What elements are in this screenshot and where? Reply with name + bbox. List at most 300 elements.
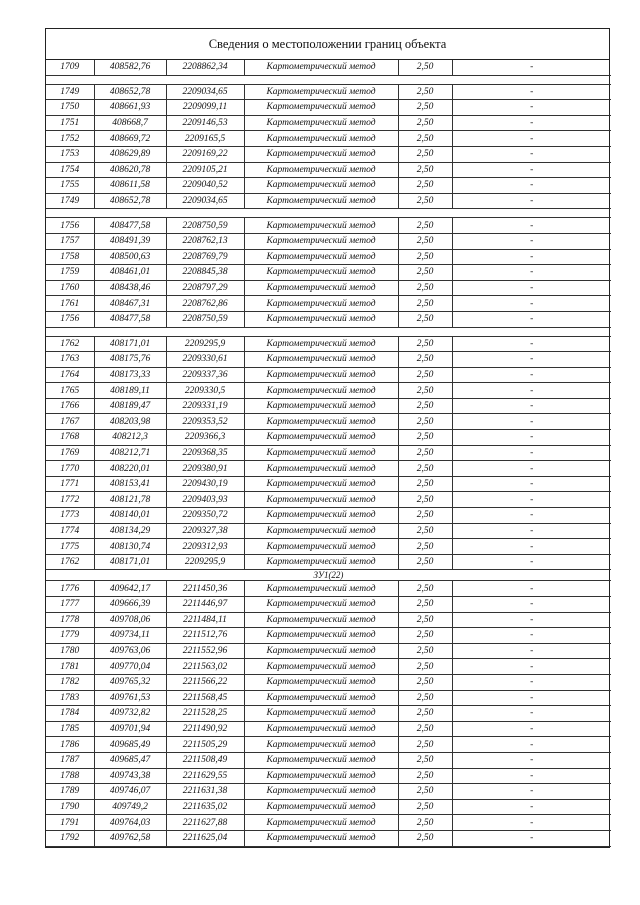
coordinate-x-cell: 409701,94 [94,721,166,737]
accuracy-cell: 2,50 [398,830,452,846]
point-number-cell: 1784 [46,706,94,722]
coordinate-y-cell: 2211552,96 [166,643,244,659]
table-row [46,643,611,659]
coordinate-y-cell: 2209350,72 [166,508,244,524]
coordinate-y-cell: 2209312,93 [166,539,244,555]
method-cell: Картометрический метод [244,383,398,399]
point-number-cell: 1766 [46,398,94,414]
coordinate-y-cell: 2208845,38 [166,265,244,281]
note-cell: - [452,398,611,414]
coordinate-y-cell: 2209327,38 [166,523,244,539]
note-cell: - [452,752,611,768]
note-cell: - [452,218,611,234]
table-row [46,383,611,399]
accuracy-cell: 2,50 [398,265,452,281]
note-cell: - [452,84,611,100]
accuracy-cell: 2,50 [398,476,452,492]
note-cell: - [452,336,611,352]
accuracy-cell: 2,50 [398,146,452,162]
accuracy-cell: 2,50 [398,336,452,352]
coordinate-x-cell: 408140,01 [94,508,166,524]
note-cell: - [452,690,611,706]
method-cell: Картометрический метод [244,508,398,524]
note-cell: - [452,265,611,281]
coordinate-x-cell: 408189,47 [94,398,166,414]
coordinate-y-cell: 2209165,5 [166,131,244,147]
coordinate-x-cell: 409734,11 [94,628,166,644]
method-cell: Картометрический метод [244,414,398,430]
coordinate-x-cell: 408477,58 [94,311,166,327]
coordinate-y-cell: 2209380,91 [166,461,244,477]
table-row [46,523,611,539]
point-number-cell: 1763 [46,352,94,368]
coordinate-y-cell: 2208762,13 [166,233,244,249]
point-number-cell: 1709 [46,60,94,75]
coordinate-y-cell: 2209403,93 [166,492,244,508]
method-cell: Картометрический метод [244,799,398,815]
accuracy-cell: 2,50 [398,218,452,234]
coordinate-y-cell: 2209034,65 [166,84,244,100]
point-number-cell: 1774 [46,523,94,539]
note-cell: - [452,249,611,265]
note-cell: - [452,445,611,461]
separator-cell [46,75,611,84]
separator-row [46,75,611,84]
note-cell: - [452,461,611,477]
separator-row [46,327,611,336]
table-row [46,461,611,477]
coordinate-x-cell: 408153,41 [94,476,166,492]
accuracy-cell: 2,50 [398,60,452,75]
method-cell: Картометрический метод [244,193,398,209]
note-cell: - [452,737,611,753]
method-cell: Картометрический метод [244,674,398,690]
coordinate-y-cell: 2209331,19 [166,398,244,414]
method-cell: Картометрический метод [244,265,398,281]
point-number-cell: 1749 [46,193,94,209]
method-cell: Картометрический метод [244,115,398,131]
table-row [46,367,611,383]
table-row [46,296,611,312]
note-cell: - [452,612,611,628]
coordinate-x-cell: 409762,58 [94,830,166,846]
table-row [46,721,611,737]
coordinate-x-cell: 409732,82 [94,706,166,722]
point-number-cell: 1767 [46,414,94,430]
group-header-row [46,570,611,581]
point-number-cell: 1760 [46,280,94,296]
accuracy-cell: 2,50 [398,461,452,477]
point-number-cell: 1768 [46,430,94,446]
coordinates-table [46,60,611,847]
method-cell: Картометрический метод [244,296,398,312]
note-cell: - [452,815,611,831]
point-number-cell: 1765 [46,383,94,399]
note-cell: - [452,706,611,722]
accuracy-cell: 2,50 [398,414,452,430]
method-cell: Картометрический метод [244,100,398,116]
table-row [46,628,611,644]
accuracy-cell: 2,50 [398,690,452,706]
accuracy-cell: 2,50 [398,193,452,209]
point-number-cell: 1782 [46,674,94,690]
table-row [46,233,611,249]
note-cell: - [452,233,611,249]
method-cell: Картометрический метод [244,737,398,753]
note-cell: - [452,131,611,147]
note-cell: - [452,492,611,508]
coordinate-x-cell: 408500,63 [94,249,166,265]
table-row [46,414,611,430]
coordinate-x-cell: 408220,01 [94,461,166,477]
accuracy-cell: 2,50 [398,233,452,249]
coordinate-y-cell: 2208750,59 [166,218,244,234]
accuracy-cell: 2,50 [398,398,452,414]
accuracy-cell: 2,50 [398,430,452,446]
method-cell: Картометрический метод [244,146,398,162]
coordinate-y-cell: 2209368,35 [166,445,244,461]
note-cell: - [452,296,611,312]
accuracy-cell: 2,50 [398,799,452,815]
method-cell: Картометрический метод [244,398,398,414]
note-cell: - [452,352,611,368]
coordinate-x-cell: 408652,78 [94,193,166,209]
table-row [46,476,611,492]
point-number-cell: 1754 [46,162,94,178]
point-number-cell: 1762 [46,554,94,570]
point-number-cell: 1779 [46,628,94,644]
table-row [46,784,611,800]
method-cell: Картометрический метод [244,628,398,644]
point-number-cell: 1764 [46,367,94,383]
point-number-cell: 1772 [46,492,94,508]
point-number-cell: 1773 [46,508,94,524]
method-cell: Картометрический метод [244,476,398,492]
coordinate-x-cell: 408175,76 [94,352,166,368]
coordinate-x-cell: 409749,2 [94,799,166,815]
table-row [46,690,611,706]
accuracy-cell: 2,50 [398,131,452,147]
coordinate-y-cell: 2209040,52 [166,178,244,194]
method-cell: Картометрический метод [244,84,398,100]
coordinate-y-cell: 2208762,86 [166,296,244,312]
coordinate-x-cell: 408173,33 [94,367,166,383]
method-cell: Картометрический метод [244,367,398,383]
accuracy-cell: 2,50 [398,768,452,784]
coordinate-y-cell: 2209295,9 [166,554,244,570]
method-cell: Картометрический метод [244,233,398,249]
note-cell: - [452,280,611,296]
note-cell: - [452,643,611,659]
table-row [46,799,611,815]
note-cell: - [452,100,611,116]
method-cell: Картометрический метод [244,461,398,477]
note-cell: - [452,659,611,675]
table-row [46,597,611,613]
accuracy-cell: 2,50 [398,115,452,131]
method-cell: Картометрический метод [244,643,398,659]
coordinates-table-body [46,60,611,846]
point-number-cell: 1750 [46,100,94,116]
coordinate-x-cell: 408212,71 [94,445,166,461]
coordinate-x-cell: 408134,29 [94,523,166,539]
method-cell: Картометрический метод [244,752,398,768]
coordinate-x-cell: 409765,32 [94,674,166,690]
accuracy-cell: 2,50 [398,492,452,508]
coordinate-y-cell: 2211627,88 [166,815,244,831]
coordinate-y-cell: 2209330,61 [166,352,244,368]
coordinate-x-cell: 408438,46 [94,280,166,296]
table-row [46,131,611,147]
accuracy-cell: 2,50 [398,523,452,539]
note-cell: - [452,178,611,194]
coordinate-x-cell: 409764,03 [94,815,166,831]
point-number-cell: 1757 [46,233,94,249]
method-cell: Картометрический метод [244,249,398,265]
point-number-cell: 1749 [46,84,94,100]
point-number-cell: 1756 [46,311,94,327]
coordinate-y-cell: 2211505,29 [166,737,244,753]
point-number-cell: 1791 [46,815,94,831]
accuracy-cell: 2,50 [398,737,452,753]
table-row [46,737,611,753]
point-number-cell: 1780 [46,643,94,659]
point-number-cell: 1775 [46,539,94,555]
accuracy-cell: 2,50 [398,597,452,613]
coordinate-x-cell: 408661,93 [94,100,166,116]
table-row [46,100,611,116]
note-cell: - [452,628,611,644]
method-cell: Картометрический метод [244,659,398,675]
coordinate-y-cell: 2211563,02 [166,659,244,675]
method-cell: Картометрический метод [244,218,398,234]
coordinate-y-cell: 2209099,11 [166,100,244,116]
coordinate-x-cell: 409763,06 [94,643,166,659]
coordinate-y-cell: 2211512,76 [166,628,244,644]
coordinate-x-cell: 409708,06 [94,612,166,628]
method-cell: Картометрический метод [244,830,398,846]
coordinate-x-cell: 408582,76 [94,60,166,75]
table-row [46,398,611,414]
method-cell: Картометрический метод [244,523,398,539]
note-cell: - [452,768,611,784]
table-row [46,146,611,162]
separator-row [46,209,611,218]
point-number-cell: 1761 [46,296,94,312]
method-cell: Картометрический метод [244,597,398,613]
method-cell: Картометрический метод [244,581,398,597]
coordinate-y-cell: 2209295,9 [166,336,244,352]
point-number-cell: 1759 [46,265,94,281]
coordinate-y-cell: 2209105,21 [166,162,244,178]
accuracy-cell: 2,50 [398,84,452,100]
coordinate-x-cell: 408491,39 [94,233,166,249]
point-number-cell: 1785 [46,721,94,737]
accuracy-cell: 2,50 [398,612,452,628]
note-cell: - [452,414,611,430]
table-row [46,280,611,296]
accuracy-cell: 2,50 [398,162,452,178]
coordinate-y-cell: 2211629,55 [166,768,244,784]
method-cell: Картометрический метод [244,430,398,446]
point-number-cell: 1758 [46,249,94,265]
note-cell: - [452,476,611,492]
table-row [46,508,611,524]
point-number-cell: 1781 [46,659,94,675]
page-title: Сведения о местоположении границ объекта [46,29,609,60]
coordinate-y-cell: 2208750,59 [166,311,244,327]
point-number-cell: 1751 [46,115,94,131]
accuracy-cell: 2,50 [398,628,452,644]
note-cell: - [452,146,611,162]
coordinate-y-cell: 2209146,53 [166,115,244,131]
accuracy-cell: 2,50 [398,815,452,831]
note-cell: - [452,115,611,131]
group-label: ЗУ1(22) [46,570,611,581]
point-number-cell: 1755 [46,178,94,194]
note-cell: - [452,799,611,815]
note-cell: - [452,721,611,737]
accuracy-cell: 2,50 [398,352,452,368]
accuracy-cell: 2,50 [398,784,452,800]
coordinate-y-cell: 2208769,79 [166,249,244,265]
coordinate-x-cell: 408668,7 [94,115,166,131]
method-cell: Картометрический метод [244,445,398,461]
method-cell: Картометрический метод [244,706,398,722]
table-row [46,249,611,265]
coordinate-x-cell: 409685,49 [94,737,166,753]
coordinate-x-cell: 408212,3 [94,430,166,446]
note-cell: - [452,581,611,597]
coordinate-y-cell: 2209169,22 [166,146,244,162]
coordinate-x-cell: 408629,89 [94,146,166,162]
method-cell: Картометрический метод [244,336,398,352]
coordinate-y-cell: 2211635,02 [166,799,244,815]
table-row [46,178,611,194]
method-cell: Картометрический метод [244,352,398,368]
coordinate-x-cell: 408652,78 [94,84,166,100]
table-row [46,193,611,209]
coordinate-y-cell: 2211450,36 [166,581,244,597]
method-cell: Картометрический метод [244,784,398,800]
coordinate-x-cell: 408171,01 [94,554,166,570]
coordinate-y-cell: 2209034,65 [166,193,244,209]
coordinate-x-cell: 408121,78 [94,492,166,508]
coordinate-y-cell: 2208862,34 [166,60,244,75]
note-cell: - [452,830,611,846]
point-number-cell: 1769 [46,445,94,461]
accuracy-cell: 2,50 [398,249,452,265]
coordinate-y-cell: 2208797,29 [166,280,244,296]
point-number-cell: 1789 [46,784,94,800]
table-row [46,84,611,100]
table-row [46,445,611,461]
separator-cell [46,327,611,336]
accuracy-cell: 2,50 [398,643,452,659]
accuracy-cell: 2,50 [398,367,452,383]
accuracy-cell: 2,50 [398,554,452,570]
note-cell: - [452,430,611,446]
accuracy-cell: 2,50 [398,674,452,690]
accuracy-cell: 2,50 [398,581,452,597]
accuracy-cell: 2,50 [398,508,452,524]
point-number-cell: 1756 [46,218,94,234]
method-cell: Картометрический метод [244,178,398,194]
note-cell: - [452,367,611,383]
method-cell: Картометрический метод [244,768,398,784]
point-number-cell: 1778 [46,612,94,628]
point-number-cell: 1792 [46,830,94,846]
table-row [46,752,611,768]
coordinate-x-cell: 408477,58 [94,218,166,234]
note-cell: - [452,523,611,539]
note-cell: - [452,508,611,524]
note-cell: - [452,383,611,399]
coordinate-x-cell: 408669,72 [94,131,166,147]
document-page [45,28,610,848]
point-number-cell: 1776 [46,581,94,597]
accuracy-cell: 2,50 [398,311,452,327]
note-cell: - [452,193,611,209]
point-number-cell: 1777 [46,597,94,613]
point-number-cell: 1771 [46,476,94,492]
table-row [46,430,611,446]
separator-cell [46,209,611,218]
table-row [46,612,611,628]
coordinate-y-cell: 2211625,04 [166,830,244,846]
note-cell: - [452,674,611,690]
accuracy-cell: 2,50 [398,706,452,722]
accuracy-cell: 2,50 [398,752,452,768]
table-row [46,162,611,178]
table-row [46,539,611,555]
table-row [46,492,611,508]
table-row [46,311,611,327]
coordinate-y-cell: 2211566,22 [166,674,244,690]
point-number-cell: 1790 [46,799,94,815]
coordinate-x-cell: 409642,17 [94,581,166,597]
method-cell: Картометрический метод [244,492,398,508]
point-number-cell: 1783 [46,690,94,706]
coordinate-x-cell: 408620,78 [94,162,166,178]
table-row [46,581,611,597]
note-cell: - [452,597,611,613]
table-row [46,768,611,784]
coordinate-y-cell: 2211508,49 [166,752,244,768]
point-number-cell: 1787 [46,752,94,768]
note-cell: - [452,311,611,327]
accuracy-cell: 2,50 [398,721,452,737]
coordinate-x-cell: 409761,53 [94,690,166,706]
table-row [46,115,611,131]
accuracy-cell: 2,50 [398,539,452,555]
method-cell: Картометрический метод [244,690,398,706]
method-cell: Картометрический метод [244,815,398,831]
coordinate-x-cell: 408130,74 [94,539,166,555]
table-row [46,218,611,234]
accuracy-cell: 2,50 [398,178,452,194]
coordinate-y-cell: 2209353,52 [166,414,244,430]
point-number-cell: 1788 [46,768,94,784]
coordinate-x-cell: 408189,11 [94,383,166,399]
method-cell: Картометрический метод [244,280,398,296]
coordinate-x-cell: 409770,04 [94,659,166,675]
coordinate-y-cell: 2211568,45 [166,690,244,706]
coordinate-x-cell: 408171,01 [94,336,166,352]
note-cell: - [452,162,611,178]
point-number-cell: 1752 [46,131,94,147]
table-row [46,706,611,722]
